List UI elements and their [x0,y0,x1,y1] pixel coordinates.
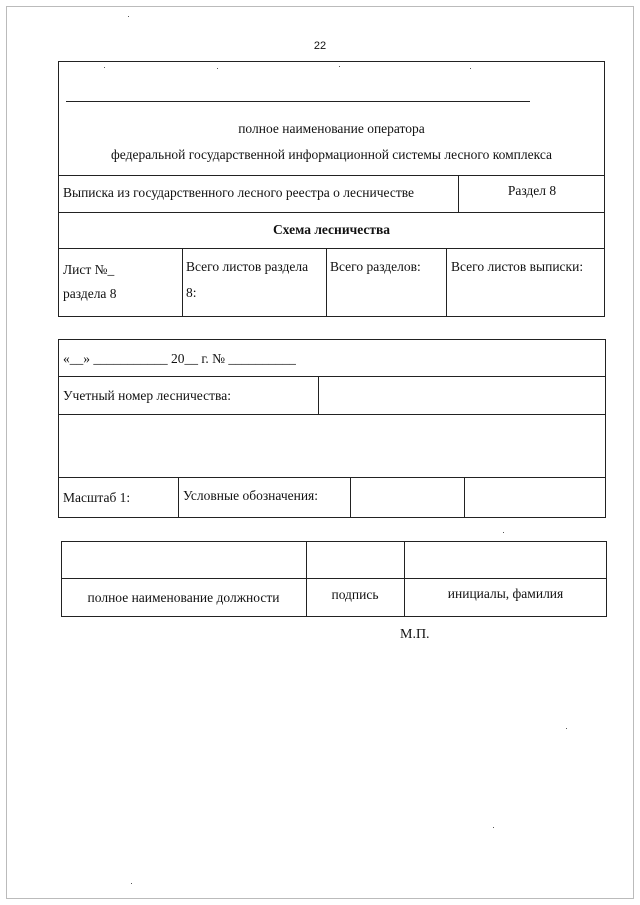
column-divider [446,248,447,317]
page-number: 22 [313,40,327,52]
total-extract-sheets-label: Всего листов выписки: [451,259,584,274]
scan-speck [503,532,504,533]
row-divider [58,376,606,377]
row-divider [61,578,607,579]
total-section-sheets-label: Всего листов раздела [186,259,309,274]
column-divider [350,477,351,518]
column-divider [182,248,183,317]
extract-title: Выписка из государственного лесного реестра о лесничестве [63,185,415,200]
section-number: Раздел 8 [507,183,557,198]
signature-caption: подпись [331,587,379,602]
total-sections-label: Всего разделов: [330,259,421,274]
row-divider [58,414,606,415]
column-divider [318,376,319,414]
scan-speck [339,66,340,67]
name-caption: инициалы, фамилия [447,586,564,601]
column-divider [464,477,465,518]
column-divider [178,477,179,518]
date-number-line: «__» ___________ 20__ г. № __________ [63,351,296,366]
row-divider [58,175,605,176]
position-caption: полное наименование должности [87,590,280,605]
scheme-title: Схема лесничества [272,222,391,237]
row-divider [58,212,605,213]
column-divider [404,541,405,617]
legend-label: Условные обозначения: [183,488,319,503]
row-divider [58,477,606,478]
operator-name-line [66,101,530,102]
sheet-section-label: раздела 8 [63,286,117,301]
scan-speck [104,67,105,68]
scan-speck [131,883,132,884]
row-divider [58,248,605,249]
stamp-mark: М.П. [400,627,430,642]
scale-label: Масштаб 1: [63,490,131,505]
scan-speck [217,68,218,69]
scan-speck [470,68,471,69]
operator-caption: полное наименование оператора [238,121,425,136]
scan-speck [566,728,567,729]
scan-speck [128,16,129,17]
column-divider [306,541,307,617]
scan-speck [493,827,494,828]
column-divider [326,248,327,317]
total-section-sheets-label-cont: 8: [186,285,197,300]
account-number-label: Учетный номер лесничества: [63,388,231,403]
system-caption: федеральной государственной информационной системы лесного комплекса [111,147,552,162]
sheet-number-label: Лист №_ [63,262,115,277]
